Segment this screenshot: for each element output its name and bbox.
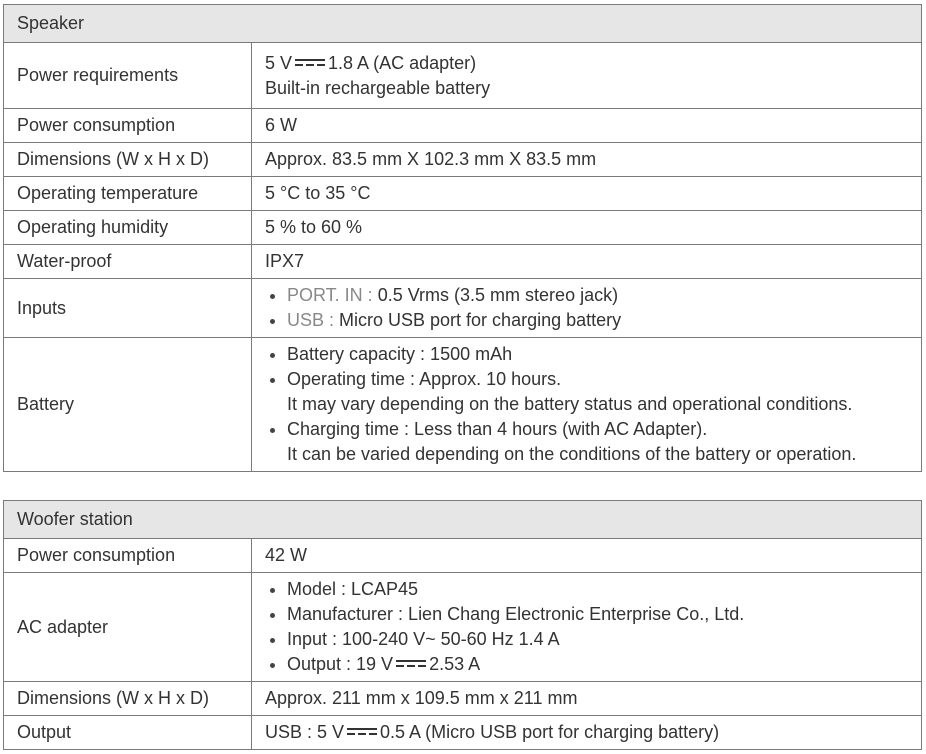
table-row [4, 279, 922, 338]
value-text: IPX7 [265, 251, 305, 271]
value-line [265, 543, 908, 568]
value-text: Charging time : Less than 4 hours (with AC Adapter). [287, 419, 708, 439]
bullet-item [265, 342, 908, 367]
value-line [265, 686, 908, 711]
value-text: 0.5 A (Micro USB port for charging battery) [380, 722, 720, 742]
value-text: Built-in rechargeable battery [265, 77, 491, 98]
value-text: 1.8 A (AC adapter) [328, 52, 477, 73]
table-row [4, 245, 922, 279]
spec-label: Dimensions (W x H x D) [4, 682, 252, 716]
spec-label: Battery [4, 338, 252, 472]
dc-symbol-icon [396, 659, 426, 669]
value-text: Approx. 83.5 mm X 102.3 mm X 83.5 mm [265, 149, 597, 169]
spec-value [252, 177, 922, 211]
value-line [265, 51, 908, 76]
spec-label: Inputs [4, 279, 252, 338]
spec-label: Power consumption [4, 539, 252, 573]
value-line [265, 147, 908, 172]
table-row [4, 682, 922, 716]
spec-value [252, 109, 922, 143]
spec-label: AC adapter [4, 573, 252, 682]
spec-label: Water-proof [4, 245, 252, 279]
value-text: Model : LCAP45 [287, 579, 419, 599]
bullet-item [265, 417, 908, 442]
spec-value [252, 279, 922, 338]
item-prefix: PORT. IN : [287, 285, 373, 305]
bullet-item [265, 577, 908, 602]
value-text: USB : 5 V [265, 722, 345, 742]
table-row [4, 43, 922, 109]
spec-value [252, 211, 922, 245]
value-text: 42 W [265, 545, 308, 565]
table-row [4, 211, 922, 245]
value-line [265, 181, 908, 206]
value-line [265, 249, 908, 274]
section-title: Woofer station [4, 501, 922, 539]
table-row [4, 573, 922, 682]
item-prefix: USB : [287, 310, 335, 330]
spec-value [252, 245, 922, 279]
value-text: It can be varied depending on the conditions of the battery or operation. [287, 444, 857, 464]
value-text: 5 °C to 35 °C [265, 183, 371, 203]
spec-value [252, 143, 922, 177]
speaker-spec-table [3, 4, 922, 472]
value-line [265, 442, 908, 467]
value-text: Battery capacity : 1500 mAh [287, 344, 513, 364]
table-row [4, 109, 922, 143]
bullet-item [265, 602, 908, 627]
value-text: Input : 100-240 V~ 50-60 Hz 1.4 A [287, 629, 560, 649]
spec-value [252, 573, 922, 682]
spec-label: Operating temperature [4, 177, 252, 211]
value-text: Output : 19 V [287, 654, 394, 674]
spec-value [252, 539, 922, 573]
section-title: Speaker [4, 5, 922, 43]
value-text: 0.5 Vrms (3.5 mm stereo jack) [372, 285, 619, 305]
value-line [265, 113, 908, 138]
bullet-item [265, 652, 908, 677]
woofer-station-spec-table [3, 500, 922, 750]
value-text: Approx. 211 mm x 109.5 mm x 211 mm [265, 688, 578, 708]
table-row [4, 539, 922, 573]
value-text: It may vary depending on the battery status and operational conditions. [287, 394, 853, 414]
value-text: Micro USB port for charging battery [334, 310, 622, 330]
bullet-item [265, 283, 908, 308]
dc-symbol-icon [295, 58, 325, 68]
table-row [4, 177, 922, 211]
value-text: Manufacturer : Lien Chang Electronic Enterprise Co., Ltd. [287, 604, 745, 624]
table-header-row [4, 501, 922, 539]
spec-value [252, 716, 922, 750]
dc-symbol-icon [347, 727, 377, 737]
value-text: 6 W [265, 115, 298, 135]
value-line [265, 392, 908, 417]
bullet-item [265, 308, 908, 333]
value-text: 5 V [265, 52, 293, 73]
value-text: 5 % to 60 % [265, 217, 363, 237]
spec-label: Operating humidity [4, 211, 252, 245]
value-text: 2.53 A [429, 654, 481, 674]
spec-value [252, 43, 922, 109]
bullet-item [265, 627, 908, 652]
value-line [265, 720, 908, 745]
value-line [265, 76, 908, 101]
table-header-row [4, 5, 922, 43]
spec-label: Power consumption [4, 109, 252, 143]
table-row [4, 716, 922, 750]
spec-value [252, 682, 922, 716]
value-line [265, 215, 908, 240]
value-text: Operating time : Approx. 10 hours. [287, 369, 562, 389]
spec-label: Power requirements [4, 43, 252, 109]
table-row [4, 338, 922, 472]
spec-value [252, 338, 922, 472]
spec-label: Output [4, 716, 252, 750]
bullet-item [265, 367, 908, 392]
spec-label: Dimensions (W x H x D) [4, 143, 252, 177]
table-row [4, 143, 922, 177]
